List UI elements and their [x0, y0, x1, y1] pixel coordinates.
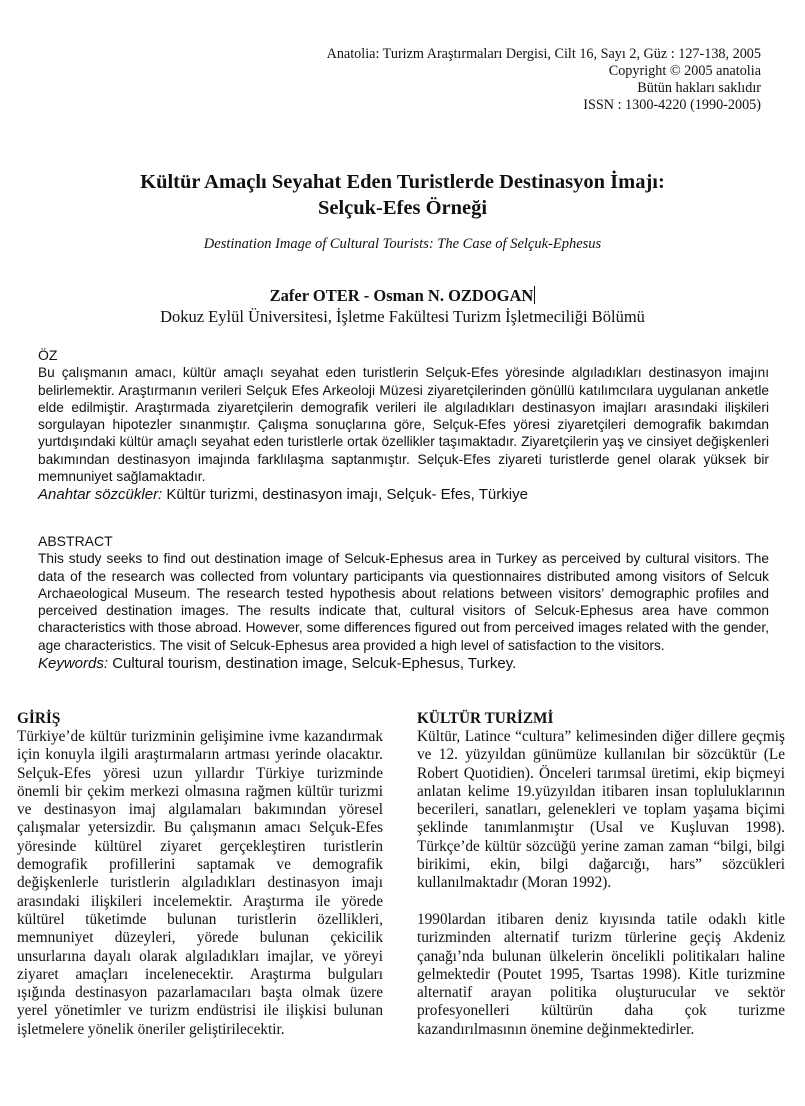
journal-citation: Anatolia: Turizm Araştırmaları Dergisi, Cilt 16, Sayı 2, Güz : 127-138, 2005: [326, 46, 761, 62]
authors-text: Zafer OTER - Osman N. OZDOGAN: [269, 286, 534, 305]
section-kultur-turizmi: [417, 710, 785, 1039]
oz-keywords: [38, 485, 769, 504]
affiliation: Dokuz Eylül Üniversitesi, İşletme Fakültesi Turizm İşletmeciliği Bölümü: [160, 307, 645, 326]
authors: [0, 286, 805, 306]
title-line-1: Kültür Amaçlı Seyahat Eden Turistlerde Destinasyon İmajı:: [140, 171, 665, 193]
section-giris: [17, 710, 383, 1039]
abstract-keywords: [38, 654, 769, 673]
abstract-body: This study seeks to find out destination image of Selcuk-Ephesus area in Turkey as perceived by cultural visitors. The data of the research was collected from voluntary participants via questionnaires distributed among visitors of Selcuk Archaeological Museum. The research tested hypothesis about relations between visitors’ demographic profiles and perceived destination images. The results indicate that, cultural visitors of Selcuk-Ephesus area have common characteristics with those abroad. However, some differences figured out from perceived images related with the gender, age characteristics. The visit of Selcuk-Ephesus area provided a high level of satisfaction to the visitors.: [38, 551, 769, 653]
turkish-abstract: [38, 347, 769, 504]
paper-title: [0, 169, 805, 221]
oz-body: Bu çalışmanın amacı, kültür amaçlı seyahat eden turistlerin Selçuk-Efes yöresinde algıladıkları destinasyon imajını belirlemektir. Araştırmanın verileri Selçuk Efes Arkeoloji Müzesi ziyaretçilerinden gönüllü katılımcılara uygulanan anketle elde edilmiştir. Araştırmada ziyaretçilerin demografik verileri ile algıladıkları destinasyon imajları arasındaki ilişkileri sorgulayan hipotezler sınanmıştır. Çalışma sonuçlarına göre, Selçuk-Efes yöresi ziyaretçileri demografik bakımdan yurtdışındaki kültür amaçlı seyahat eden turistlerle ortak özellikler taşımaktadır. Ziyaretçilerin yaş ve cinsiyet değişkenleri bakımından destinasyon imajında farklılaşma saptanmıştır. Selçuk-Efes ziyareti turistlerde genel olarak yüksek bir memnuniyet sağlamaktadır.: [38, 365, 769, 485]
english-abstract: [38, 533, 769, 673]
abstract-keywords-text: Cultural tourism, destination image, Selcuk-Ephesus, Turkey.: [108, 655, 517, 673]
abstract-keywords-label: Keywords:: [38, 655, 109, 673]
copyright-notice: Copyright © 2005 anatolia: [608, 63, 761, 79]
english-title: Destination Image of Cultural Tourists: The Case of Selçuk-Ephesus: [203, 236, 602, 252]
oz-keywords-label: Anahtar sözcükler:: [38, 486, 163, 504]
abstract-heading: ABSTRACT: [38, 533, 113, 549]
title-line-2: Selçuk-Efes Örneği: [317, 197, 488, 219]
section-heading-giris: GİRİŞ: [17, 710, 61, 727]
oz-heading: ÖZ: [38, 347, 58, 363]
text-cursor: [534, 286, 535, 304]
issn: ISSN : 1300-4220 (1990-2005): [583, 97, 761, 113]
section-paragraph: 1990lardan itibaren deniz kıyısında tatile odaklı kitle turizminden alternatif turizm türlerine geçiş Akdeniz çanağı’nda bulunan ülkelerin öncelikli politikaları haline gelmektedir (Poutet 1995, Tsartas 1998). Kitle turizmine alternatif arayan politika oluşturucular ve sektör profesyonelleri kültürün daha çok turizme kazandırılmasının önemine değinmektedirler.: [417, 910, 785, 1038]
section-paragraph: Kültür, Latince “cultura” kelimesinden diğer dillere geçmiş ve 12. yüzyıldan günümüze kullanılan bir sözcüktür (Le Robert Quotidien). Önceleri tarımsal üretimi, ekip biçmeyi anlatan kelime 19.yüzyıldan itibaren insan topluluklarının becerileri, sanatları, gelenekleri ve toplam yaşama biçimi şeklinde tanımlanmıştır (Usal ve Kuşluvan 1998). Türkçe’de kültür sözcüğü yerine zaman zaman “bilgi, bilgi birikimi, ekin, bilgi dağarcığı, hars” sözcükleri kullanılmaktadır (Moran 1992).: [417, 728, 785, 892]
section-paragraph: Türkiye’de kültür turizminin gelişimine ivme kazandırmak için konuyla ilgili araştırmaların artması yerinde olacaktır. Selçuk-Efes yöresi uzun yıllardır Türkiye turizminde önemli bir çekim merkezi olmasına rağmen kültür turizmi ve destinasyon imaj algılamaları bakımından yöresel çalışmalar yetersizdir. Bu çalışmanın amacı Selçuk-Efes yöresinde kültürel ziyaret gerçekleştiren turistlerin demografik profillerini saptamak ve demografik değişkenlerle turistlerin algıladıkları destinasyon imajı arasındaki ilişkileri incelemektir. Araştırma ile yörede kültürel tüketimde bulunan turistlerin özellikleri, memnuniyet düzeyleri, yörede bulunan çekicilik unsurlarına dayalı olarak algıladıkları imajlar, ve yöreyi ziyaret amaçları incelenecektir. Araştırma bulguları ışığında destinasyon pazarlamacıları başta olmak üzere yerel yönetimler ve turizm endüstrisi ile ilişkisi bulunan işletmelere yönelik öneriler geliştirilecektir.: [17, 728, 383, 1038]
journal-info: [241, 46, 761, 114]
rights-notice: Bütün hakları saklıdır: [637, 80, 761, 96]
oz-keywords-text: Kültür turizmi, destinasyon imajı, Selçuk- Efes, Türkiye: [162, 486, 528, 504]
section-heading-kultur-turizmi: KÜLTÜR TURİZMİ: [417, 710, 554, 727]
